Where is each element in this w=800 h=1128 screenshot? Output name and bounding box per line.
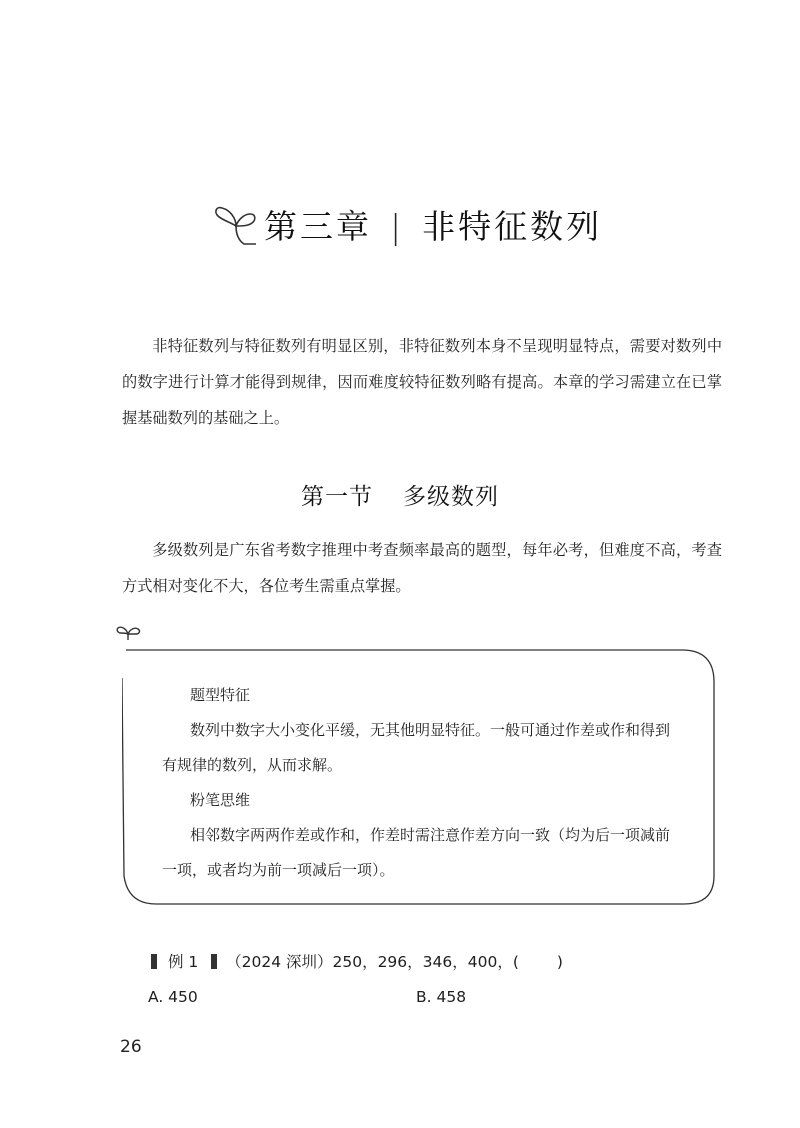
section-text: 多级数列是广东省考数字推理中考查频率最高的题型，每年必考，但难度不高，考查方式相对变化不大，各位考生需重点掌握。 [122, 541, 722, 595]
tip-text-thinking: 相邻数字两两作差或作和，作差时需注意作差方向一致（均为后一项减前一项，或者均为前一项减后一项）。 [162, 826, 671, 879]
tip-box [122, 648, 716, 906]
intro-paragraph [122, 328, 722, 436]
example-source: （2024 深圳） [226, 953, 333, 971]
bracket-mark-right [211, 954, 214, 969]
tip-text-features: 数列中数字大小变化平缓，无其他明显特征。一般可通过作差或作和得到有规律的数列，从而求解。 [162, 721, 671, 774]
answer-options [148, 988, 708, 1006]
tip-heading-features: 题型特征 [190, 686, 251, 704]
leaf-icon [116, 622, 144, 642]
option-b[interactable]: B. 458 [416, 988, 467, 1006]
chapter-number: 第三章 [264, 206, 372, 246]
chapter-separator: | [390, 206, 405, 246]
intro-text: 非特征数列与特征数列有明显区别，非特征数列本身不呈现明显特点，需要对数列中的数字进行计算才能得到规律，因而难度较特征数列略有提高。本章的学习需建立在已掌握基础数列的基础之上。 [122, 337, 722, 427]
chapter-title [264, 201, 602, 248]
page-number: 26 [120, 1037, 142, 1057]
section-paragraph [122, 532, 722, 604]
tip-content [162, 678, 682, 888]
section-heading [0, 478, 800, 511]
answer-blank-close: ) [556, 953, 563, 971]
chapter-heading [212, 196, 602, 252]
option-a[interactable]: A. 450 [148, 988, 198, 1006]
example-label: 例 1 [167, 953, 199, 971]
tip-heading-thinking: 粉笔思维 [190, 791, 251, 809]
example-sequence: 250，296，346，400，( [332, 953, 519, 971]
section-number: 第一节 [301, 484, 373, 510]
example-question [148, 950, 708, 972]
bracket-mark-left [151, 954, 154, 969]
sprout-icon [212, 196, 260, 252]
chapter-name: 非特征数列 [422, 206, 603, 246]
section-name: 多级数列 [403, 484, 499, 510]
